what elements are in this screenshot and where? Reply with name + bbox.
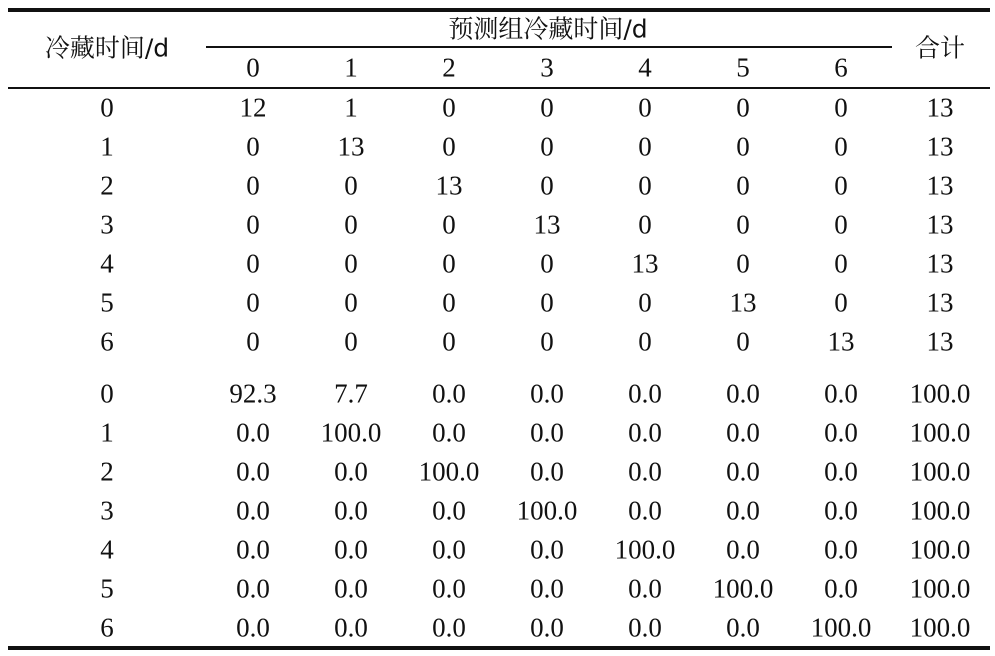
- percent-row-label: 6: [100, 612, 114, 643]
- count-total-cell: 13: [926, 287, 954, 318]
- bottom-rule: [8, 646, 990, 650]
- group-header-rule: [206, 46, 892, 48]
- percent-cell: 100.0: [810, 612, 872, 643]
- percent-cell: 0.0: [530, 456, 564, 487]
- percent-cell: 0.0: [236, 612, 270, 643]
- percent-cell: 0.0: [824, 378, 858, 409]
- count-cell: 0: [246, 170, 260, 201]
- percent-cell: 0.0: [530, 378, 564, 409]
- percent-total-cell: 100.0: [909, 495, 971, 526]
- percent-cell: 0.0: [530, 573, 564, 604]
- count-cell: 0: [834, 131, 848, 162]
- percent-cell: 0.0: [726, 495, 760, 526]
- count-cell: 0: [834, 170, 848, 201]
- count-cell: 0: [246, 326, 260, 357]
- count-cell: 0: [344, 248, 358, 279]
- count-cell: 0: [344, 209, 358, 240]
- percent-row-label: 4: [100, 534, 114, 565]
- count-cell: 13: [435, 170, 463, 201]
- percent-cell: 0.0: [628, 495, 662, 526]
- count-row-label: 3: [100, 209, 114, 240]
- count-row-label: 6: [100, 326, 114, 357]
- percent-cell: 0.0: [334, 534, 368, 565]
- count-total-cell: 13: [926, 248, 954, 279]
- count-total-cell: 13: [926, 209, 954, 240]
- count-cell: 0: [344, 326, 358, 357]
- count-cell: 0: [246, 209, 260, 240]
- count-cell: 0: [540, 287, 554, 318]
- count-total-cell: 13: [926, 131, 954, 162]
- percent-cell: 100.0: [516, 495, 578, 526]
- count-cell: 0: [540, 248, 554, 279]
- count-cell: 0: [736, 326, 750, 357]
- count-cell: 0: [834, 248, 848, 279]
- percent-cell: 0.0: [726, 534, 760, 565]
- count-cell: 0: [344, 287, 358, 318]
- percent-cell: 0.0: [236, 573, 270, 604]
- percent-cell: 0.0: [236, 495, 270, 526]
- percent-row-label: 3: [100, 495, 114, 526]
- count-cell: 0: [442, 209, 456, 240]
- count-row-label: 2: [100, 170, 114, 201]
- count-row-label: 0: [100, 92, 114, 123]
- percent-cell: 7.7: [334, 378, 368, 409]
- percent-cell: 0.0: [432, 534, 466, 565]
- percent-total-cell: 100.0: [909, 534, 971, 565]
- percent-cell: 0.0: [726, 456, 760, 487]
- count-cell: 0: [736, 209, 750, 240]
- percent-cell: 0.0: [530, 612, 564, 643]
- count-cell: 0: [246, 287, 260, 318]
- count-cell: 13: [827, 326, 855, 357]
- count-row-label: 5: [100, 287, 114, 318]
- count-cell: 0: [638, 326, 652, 357]
- count-total-cell: 13: [926, 92, 954, 123]
- percent-cell: 100.0: [418, 456, 480, 487]
- count-cell: 0: [442, 92, 456, 123]
- count-cell: 0: [442, 287, 456, 318]
- count-cell: 0: [638, 131, 652, 162]
- count-cell: 13: [729, 287, 757, 318]
- percent-total-cell: 100.0: [909, 573, 971, 604]
- column-header-1: 1: [344, 52, 358, 83]
- percent-cell: 0.0: [628, 456, 662, 487]
- percent-cell: 0.0: [236, 534, 270, 565]
- count-cell: 0: [246, 131, 260, 162]
- count-cell: 0: [540, 170, 554, 201]
- total-header: 合计: [914, 33, 966, 63]
- count-total-cell: 13: [926, 326, 954, 357]
- percent-cell: 100.0: [320, 417, 382, 448]
- percent-row-label: 0: [100, 378, 114, 409]
- percent-row-label: 2: [100, 456, 114, 487]
- percent-cell: 0.0: [334, 612, 368, 643]
- percent-cell: 0.0: [334, 573, 368, 604]
- percent-row-label: 1: [100, 417, 114, 448]
- count-cell: 0: [736, 248, 750, 279]
- top-rule: [8, 8, 990, 12]
- count-cell: 12: [239, 92, 267, 123]
- count-cell: 0: [736, 131, 750, 162]
- percent-cell: 0.0: [236, 456, 270, 487]
- percent-cell: 0.0: [628, 378, 662, 409]
- percent-cell: 0.0: [628, 612, 662, 643]
- count-cell: 0: [442, 131, 456, 162]
- column-header-4: 4: [638, 52, 652, 83]
- percent-cell: 0.0: [726, 612, 760, 643]
- count-cell: 0: [442, 326, 456, 357]
- count-cell: 0: [834, 209, 848, 240]
- count-cell: 0: [540, 92, 554, 123]
- percent-cell: 0.0: [432, 495, 466, 526]
- count-cell: 0: [736, 170, 750, 201]
- count-cell: 13: [533, 209, 561, 240]
- count-cell: 0: [344, 170, 358, 201]
- count-cell: 13: [631, 248, 659, 279]
- count-cell: 0: [638, 287, 652, 318]
- header-bottom-rule: [8, 87, 990, 89]
- column-header-0: 0: [246, 52, 260, 83]
- percent-cell: 0.0: [824, 456, 858, 487]
- percent-cell: 0.0: [432, 378, 466, 409]
- count-cell: 13: [337, 131, 365, 162]
- percent-cell: 0.0: [334, 456, 368, 487]
- count-cell: 0: [834, 287, 848, 318]
- count-cell: 0: [638, 170, 652, 201]
- row-header: 冷藏时间/d: [44, 33, 170, 63]
- percent-cell: 100.0: [614, 534, 676, 565]
- percent-cell: 0.0: [824, 417, 858, 448]
- count-row-label: 4: [100, 248, 114, 279]
- percent-cell: 0.0: [236, 417, 270, 448]
- percent-row-label: 5: [100, 573, 114, 604]
- percent-total-cell: 100.0: [909, 612, 971, 643]
- percent-cell: 0.0: [334, 495, 368, 526]
- column-header-2: 2: [442, 52, 456, 83]
- percent-total-cell: 100.0: [909, 378, 971, 409]
- percent-cell: 0.0: [726, 378, 760, 409]
- percent-cell: 0.0: [628, 417, 662, 448]
- count-cell: 0: [736, 92, 750, 123]
- percent-total-cell: 100.0: [909, 417, 971, 448]
- count-cell: 0: [638, 92, 652, 123]
- percent-cell: 0.0: [432, 612, 466, 643]
- count-total-cell: 13: [926, 170, 954, 201]
- percent-cell: 0.0: [432, 417, 466, 448]
- column-header-3: 3: [540, 52, 554, 83]
- count-cell: 0: [442, 248, 456, 279]
- column-header-6: 6: [834, 52, 848, 83]
- column-header-5: 5: [736, 52, 750, 83]
- percent-cell: 0.0: [628, 573, 662, 604]
- percent-cell: 0.0: [530, 417, 564, 448]
- percent-cell: 0.0: [824, 534, 858, 565]
- percent-cell: 0.0: [824, 573, 858, 604]
- percent-cell: 0.0: [824, 495, 858, 526]
- percent-cell: 100.0: [712, 573, 774, 604]
- count-cell: 0: [834, 92, 848, 123]
- percent-cell: 0.0: [432, 573, 466, 604]
- count-cell: 0: [638, 209, 652, 240]
- count-cell: 0: [540, 326, 554, 357]
- count-cell: 1: [344, 92, 358, 123]
- group-header: 预测组冷藏时间/d: [448, 14, 648, 44]
- percent-total-cell: 100.0: [909, 456, 971, 487]
- count-row-label: 1: [100, 131, 114, 162]
- count-cell: 0: [540, 131, 554, 162]
- percent-cell: 0.0: [726, 417, 760, 448]
- percent-cell: 0.0: [530, 534, 564, 565]
- count-cell: 0: [246, 248, 260, 279]
- percent-cell: 92.3: [229, 378, 277, 409]
